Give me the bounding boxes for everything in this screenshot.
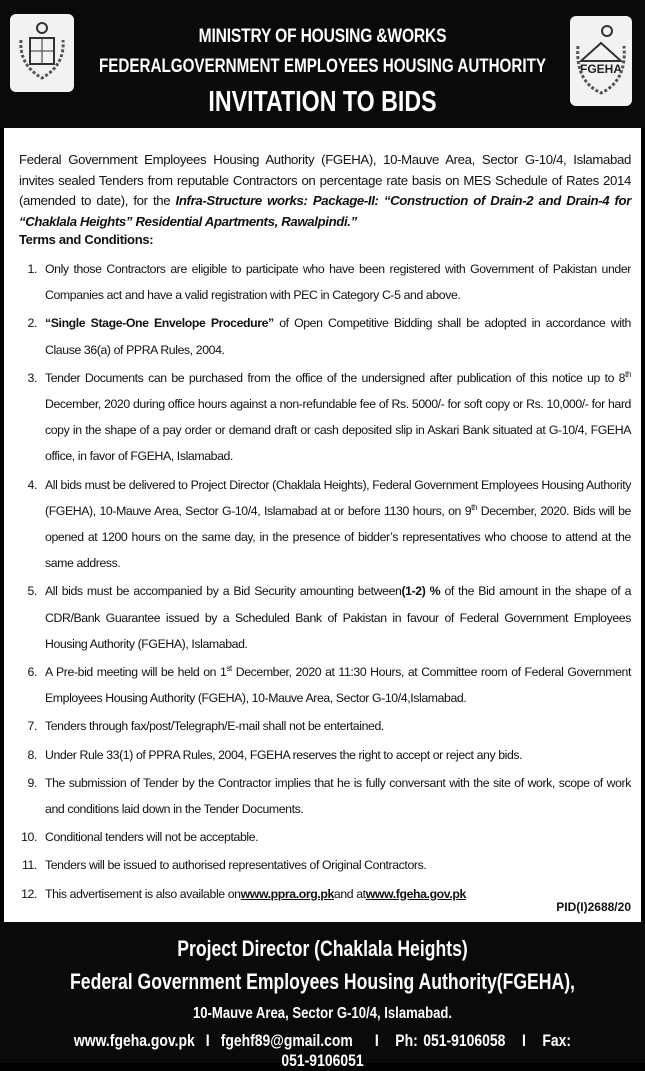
website-link[interactable]: www.ppra.org.pk (240, 886, 334, 901)
item-text-segment: December, 2020 at 11:30 Hours, at Committee room of Federal Government Employees Housing Authority (FGEHA), 10-Mauve Area, Sector G-10/4,Islamabad. (45, 665, 631, 706)
email-link[interactable]: fgehf89@gmail.com (220, 1031, 353, 1050)
item-number: 2. (27, 316, 37, 331)
terms-list (19, 256, 631, 909)
item-text-segment: “Single Stage-One Envelope Procedure” (45, 316, 274, 331)
item-number: 4. (27, 477, 37, 492)
item-text (45, 713, 631, 739)
item-text-segment: Tender Documents can be purchased from the office of the undersigned after publication of this notice up to 8 (45, 370, 626, 385)
item-text-segment: December, 2020. Bids will be opened at 1200 hours on the same day, in the presence of bidder’s representatives who choose to attend at the same address. (45, 503, 631, 571)
separator: I (374, 1031, 379, 1050)
item-text-segment: Tenders will be issued to authorised representatives of Original Contractors. (45, 858, 427, 873)
fax-number: Fax: 051-9106051 (281, 1031, 572, 1070)
intro-works-title: Infra-Structure works: Package-II: “Construction of Drain-2 and Drain-4 for “Chaklala Heights” Residential Apartments, Rawalpindi.” (19, 193, 631, 229)
intro-text: Federal Government Employees Housing Authority (FGEHA), 10-Mauve Area, Sector G-10/4, Islamabad invites sealed Tenders from reputable Contractors on percentage rate basis on MES Schedule of Rates 2014 (amended to date), for the (19, 152, 631, 208)
fgeha-logo (570, 16, 632, 106)
list-item (19, 472, 631, 577)
item-number: 8. (27, 747, 37, 762)
footer-banner (0, 922, 645, 1070)
list-item (19, 578, 631, 657)
website-link[interactable]: www.fgeha.gov.pk (73, 1031, 195, 1050)
item-text-segment: Conditional tenders will not be acceptable. (45, 830, 259, 845)
item-text-segment: The submission of Tender by the Contractor implies that he is fully conversant with the site of work, scope of work and conditions laid down in the Tender Documents. (45, 775, 631, 817)
item-text-segment: Tenders through fax/post/Telegraph/E-mail shall not be entertained. (45, 719, 384, 734)
contact-details (58, 1031, 587, 1071)
item-text-segment: December, 2020 during office hours against a non-refundable fee of Rs. 5000/- for soft copy or Rs. 10,000/- for hard copy in the shape of a pay order or demand draft or cash deposited slip in Askari Bank situated at G-10/4, FGEHA office, in favor of FGEHA, Islamabad. (45, 397, 631, 464)
item-text (45, 365, 631, 470)
phone-number: Ph: 051-9106058 (395, 1031, 506, 1050)
item-number: 3. (27, 370, 37, 385)
item-text-segment: A Pre-bid meeting will be held on 1 (45, 665, 227, 680)
list-item (19, 742, 631, 768)
item-number: 7. (27, 719, 37, 734)
item-text-segment: and at (333, 886, 366, 901)
item-text (45, 310, 631, 362)
item-text (45, 852, 631, 878)
authority-name: FEDERALGOVERNMENT EMPLOYEES HOUSING AUTHORITY (98, 56, 547, 77)
item-text (45, 256, 631, 308)
item-text-segment: All bids must be accompanied by a Bid Security amounting between (45, 584, 402, 599)
item-number: 10. (21, 830, 37, 845)
header-banner (0, 0, 645, 128)
item-text-segment: of Open Competitive Bidding shall be adopted in accordance with Clause 36(a) of PPRA Rules, 2004. (45, 316, 631, 357)
list-item (19, 659, 631, 711)
separator: I (205, 1031, 210, 1050)
item-text-segment: All bids must be delivered to Project Director (Chaklala Heights), Federal Government Employees Housing Authority (FGEHA), 10-Mauve Area, Sector G-10/4, Islamabad at or before 1130 hours, on 9 (45, 477, 631, 518)
item-text-segment: Under Rule 33(1) of PPRA Rules, 2004, FGEHA reserves the right to accept or reject any bids. (45, 747, 523, 762)
item-text-segment: th (471, 502, 478, 512)
list-item (19, 852, 631, 878)
separator: I (521, 1031, 526, 1050)
item-text (45, 659, 631, 711)
item-number: 5. (27, 584, 37, 599)
terms-heading: Terms and Conditions: (19, 232, 154, 247)
item-number: 9. (27, 775, 37, 790)
item-text-segment: This advertisement is also available on (45, 886, 241, 901)
item-text (45, 881, 631, 907)
item-text-segment: th (625, 369, 631, 379)
item-number: 12. (21, 886, 37, 901)
item-number: 1. (27, 262, 37, 276)
list-item (19, 365, 631, 470)
notice-body (4, 128, 641, 922)
pid-number: PID(I)2688/20 (556, 900, 631, 914)
list-item (19, 824, 631, 850)
list-item (19, 310, 631, 362)
item-number: 11. (22, 858, 37, 873)
item-text (45, 472, 631, 577)
item-number: 6. (27, 665, 37, 680)
item-text-segment: Only those Contractors are eligible to participate who have been registered with Government of Pakistan under Companies act and have a valid registration with PEC in Category C-5 and above. (45, 262, 631, 303)
contact-address: 10-Mauve Area, Sector G-10/4, Islamabad. (192, 1005, 453, 1022)
svg-text:FGEHA: FGEHA (580, 62, 622, 76)
item-text-segment: of the Bid amount in the shape of a CDR/Bank Guarantee issued by a Scheduled Bank of Pakistan in favour of Federal Government Employees Housing Authority (FGEHA), Islamabad. (45, 584, 632, 651)
website-link[interactable]: www.fgeha.gov.pk (365, 886, 466, 901)
contact-organization: Federal Government Employees Housing Authority(FGEHA), (70, 969, 575, 994)
contact-title: Project Director (Chaklala Heights) (177, 936, 468, 961)
list-item (19, 881, 631, 907)
item-text (45, 770, 631, 822)
list-item (19, 713, 631, 739)
item-text-segment: (1-2) % (401, 584, 441, 599)
intro-paragraph (19, 150, 631, 232)
page-title: INVITATION TO BIDS (208, 86, 437, 118)
list-item (19, 770, 631, 822)
item-text (45, 742, 631, 768)
item-text (45, 824, 631, 850)
item-text (45, 578, 631, 657)
list-item (19, 256, 631, 308)
item-text-segment: st (226, 663, 232, 673)
ministry-name: MINISTRY OF HOUSING &WORKS (198, 26, 447, 47)
